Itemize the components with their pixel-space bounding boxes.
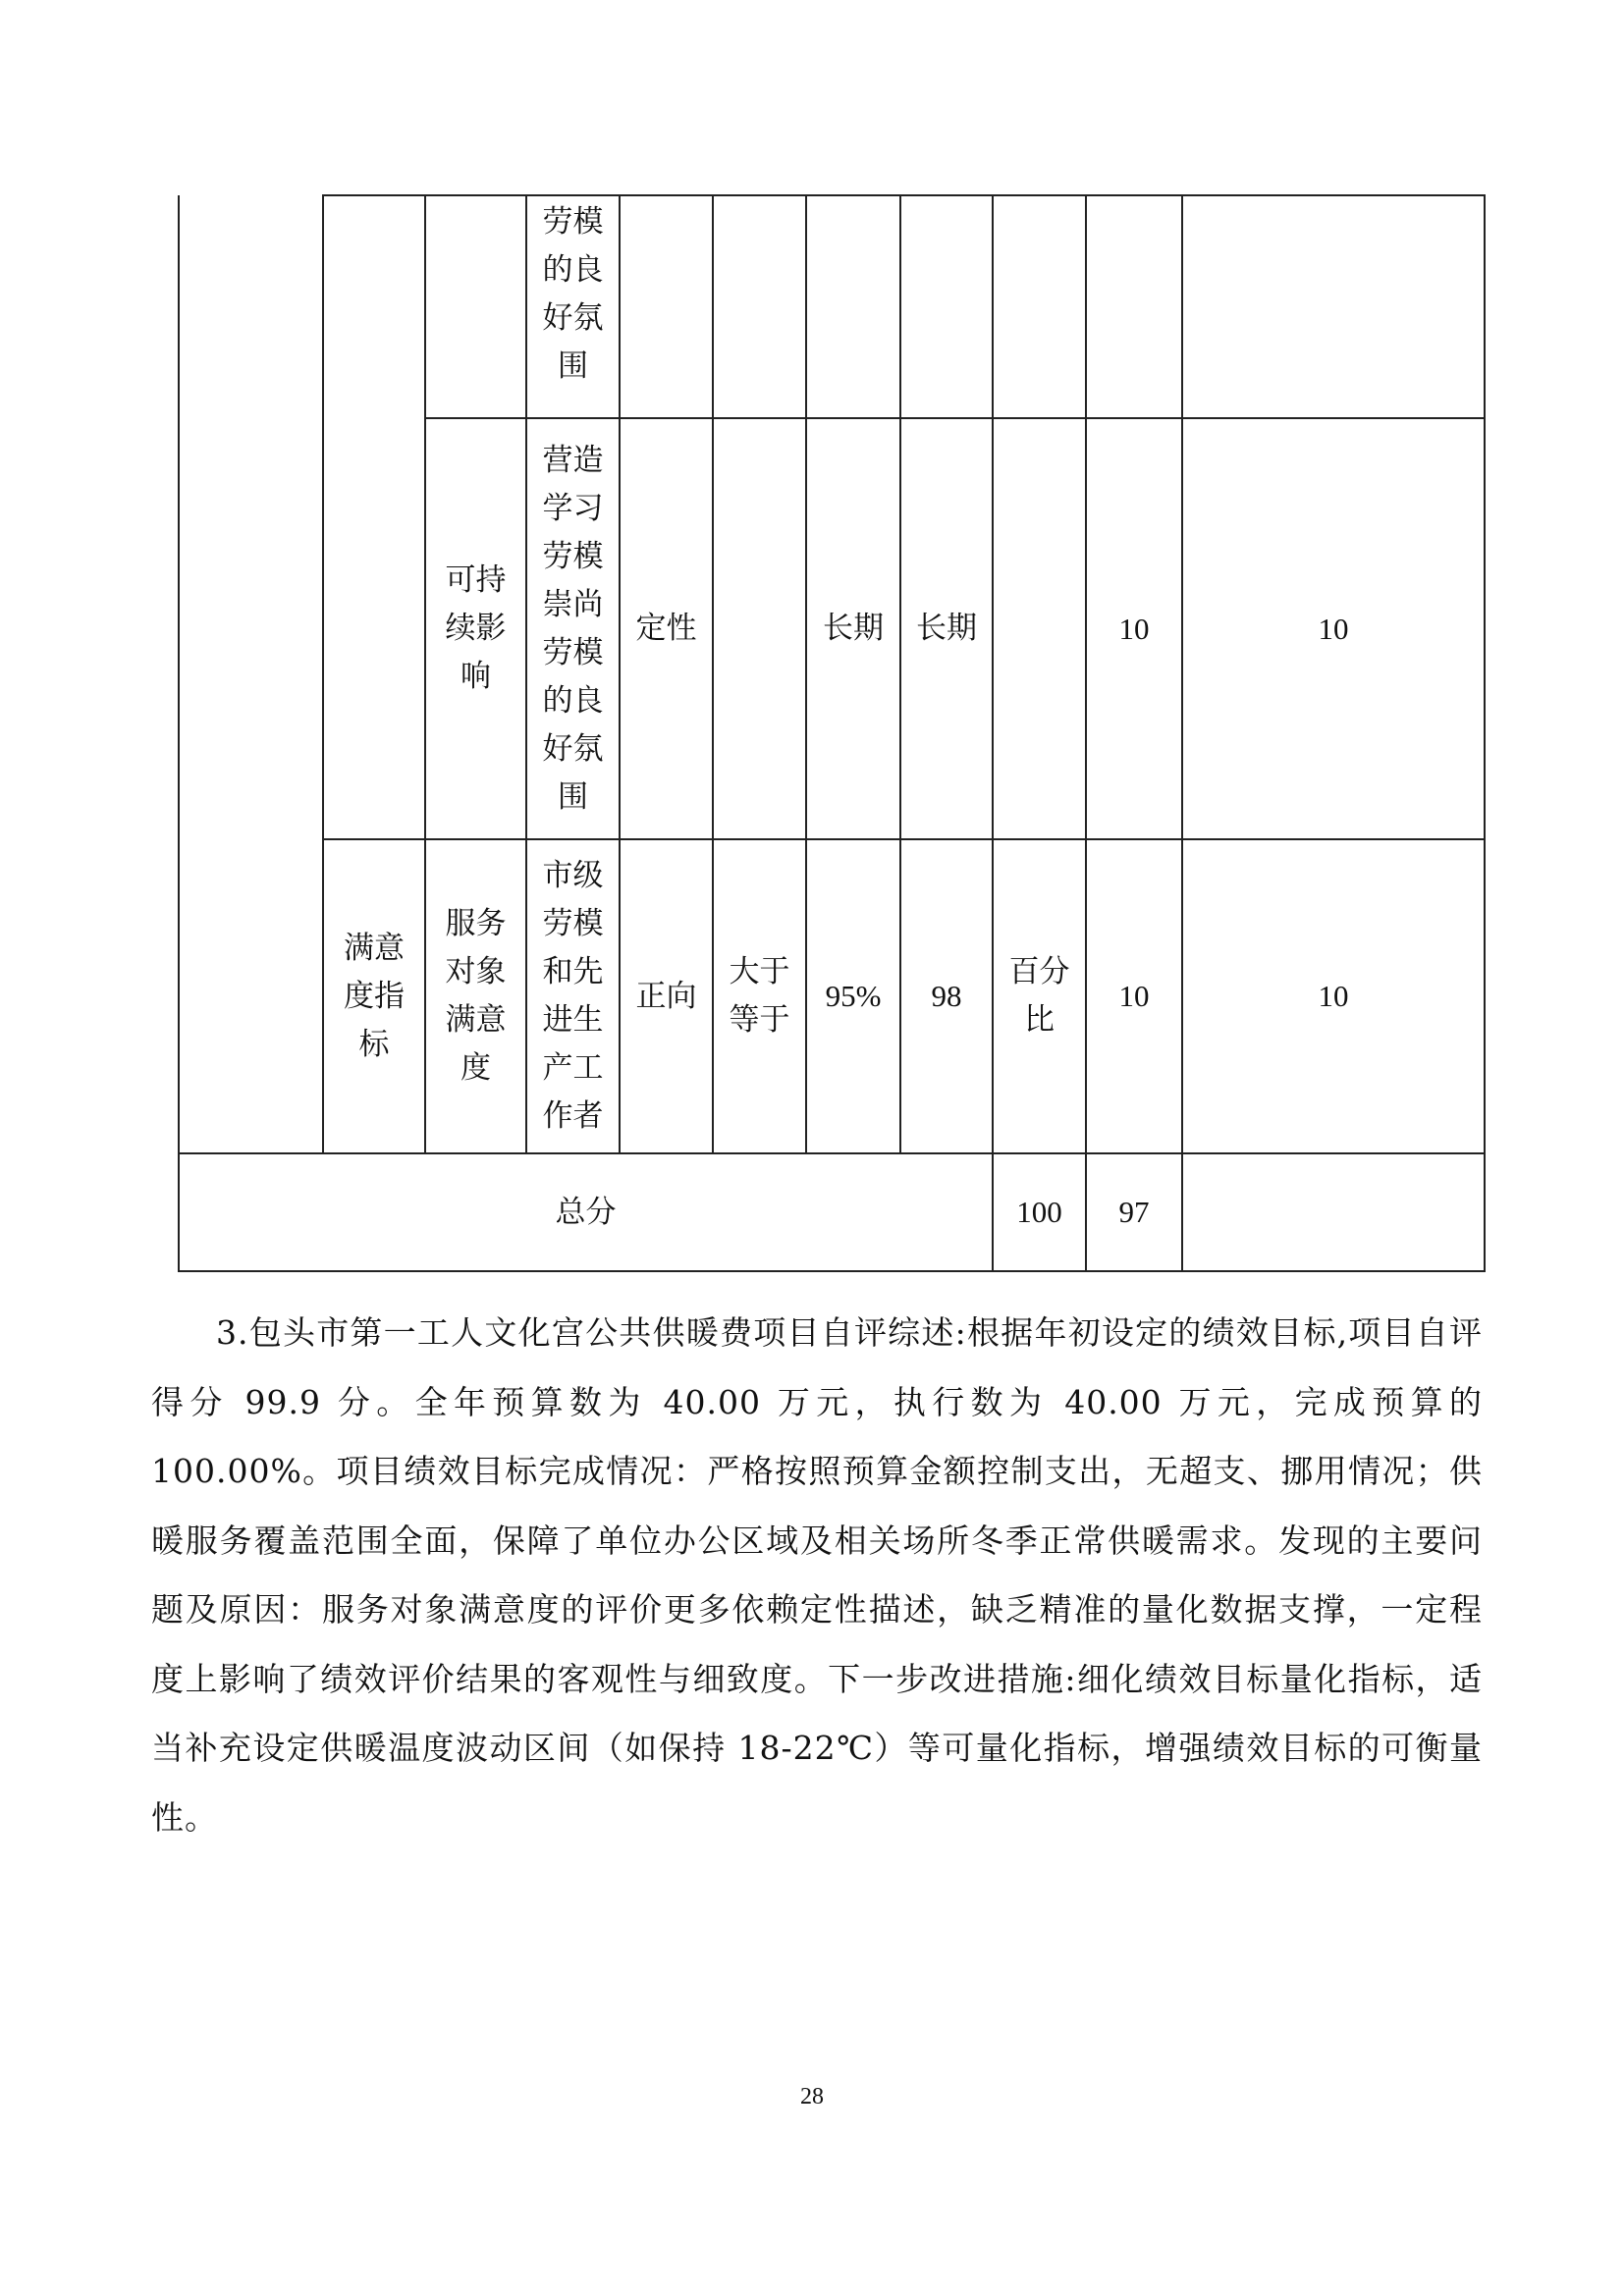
weight-cell [1086, 418, 1182, 839]
total-weight-cell [993, 1153, 1086, 1271]
score-value: 10 [1318, 979, 1349, 1013]
target-value: 95% [825, 979, 882, 1013]
actual-cell [900, 418, 993, 839]
total-weight: 100 [1016, 1195, 1062, 1229]
level2-indicator-cell [323, 839, 425, 1153]
level2-indicator: 满意度指标 [344, 930, 405, 1062]
unit-cell [993, 839, 1086, 1153]
total-score-cell [1086, 1153, 1182, 1271]
unit-value: 百分比 [1008, 954, 1070, 1038]
nature-value: 正向 [635, 978, 697, 1014]
total-label: 总分 [555, 1194, 617, 1230]
nature-cell [620, 839, 713, 1153]
indicator-content-cell [526, 839, 620, 1153]
total-score: 97 [1118, 1195, 1150, 1229]
target-cell [806, 195, 900, 418]
actual-value: 长期 [916, 611, 977, 646]
table-row [179, 195, 1485, 418]
level3-indicator-cell [425, 195, 526, 418]
score-cell [1182, 195, 1485, 418]
level1-indicator-cell [179, 195, 323, 1153]
target-value: 长期 [823, 611, 884, 646]
operator-cell [713, 195, 806, 418]
level3-indicator: 可持续影响 [445, 562, 507, 694]
table-row [179, 839, 1485, 1153]
level3-indicator-cell [425, 418, 526, 839]
weight-cell [1086, 195, 1182, 418]
operator-cell [713, 839, 806, 1153]
indicator-content: 劳模的良好氛围 [542, 204, 604, 384]
level3-indicator-cell [425, 839, 526, 1153]
target-cell [806, 418, 900, 839]
page-number: 28 [800, 2084, 824, 2109]
indicator-content-cell [526, 418, 620, 839]
performance-indicator-table [178, 194, 1486, 1272]
nature-value: 定性 [635, 611, 697, 646]
unit-cell [993, 195, 1086, 418]
actual-cell [900, 839, 993, 1153]
operator-cell [713, 418, 806, 839]
score-value: 10 [1318, 611, 1349, 646]
weight-cell [1086, 839, 1182, 1153]
indicator-content: 市级劳模和先进生产工作者 [542, 858, 604, 1134]
weight-value: 10 [1118, 979, 1150, 1013]
nature-cell [620, 418, 713, 839]
target-cell [806, 839, 900, 1153]
nature-cell [620, 195, 713, 418]
total-remark-cell [1182, 1153, 1485, 1271]
total-row [179, 1153, 1485, 1271]
actual-cell [900, 195, 993, 418]
unit-cell [993, 418, 1086, 839]
score-cell [1182, 839, 1485, 1153]
score-cell [1182, 418, 1485, 839]
level3-indicator: 服务对象满意度 [445, 906, 507, 1086]
weight-value: 10 [1118, 611, 1150, 646]
total-label-cell [179, 1153, 993, 1271]
project-self-evaluation-paragraph: 3.包头市第一工人文化宫公共供暖费项目自评综述:根据年初设定的绩效目标,项目自评得分 99.9 分。全年预算数为 40.00 万元，执行数为 40.00 万元，完成预算的 100.00%。项目绩效目标完成情况：严格按照预算金额控制支出，无超支、挪用情况；供暖服务覆盖范围全面，保障了单位办公区域及相关场所冬季正常供暖需求。发现的主要问题及原因：服务对象满意度的评价更多依赖定性描述，缺乏精准的量化数据支撑，一定程度上影响了绩效评价结果的客观性与细致度。下一步改进措施:细化绩效目标量化指标，适当补充设定供暖温度波动区间（如保持 18-22℃）等可量化指标，增强绩效目标的可衡量性。 [151, 1313, 1483, 1837]
level2-indicator-cell [323, 195, 425, 839]
actual-value: 98 [931, 979, 962, 1013]
indicator-content: 营造学习劳模崇尚劳模的良好氛围 [542, 442, 604, 815]
indicator-content-cell [526, 195, 620, 418]
operator-value: 大于等于 [729, 954, 790, 1038]
